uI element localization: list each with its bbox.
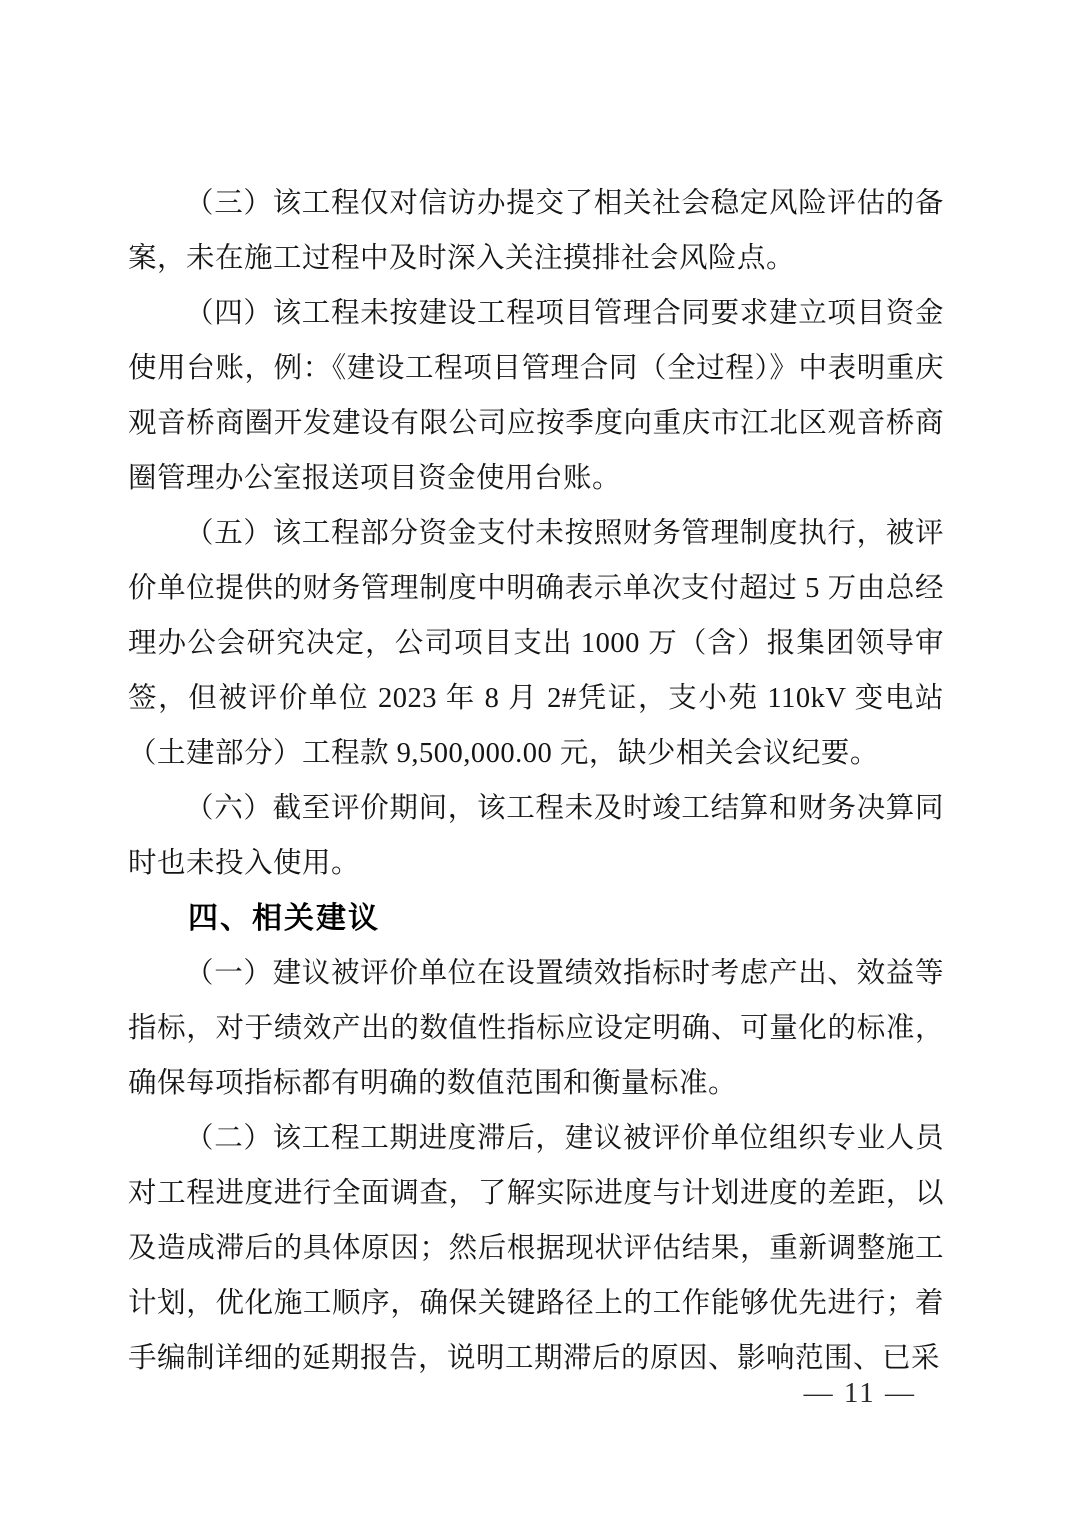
paragraph-finding-4: （四）该工程未按建设工程项目管理合同要求建立项目资金使用台账，例：《建设工程项目管理合同（全过程）》中表明重庆观音桥商圈开发建设有限公司应按季度向重庆市江北区观音桥商圈管理办公室报送项目资金使用台账。 xyxy=(128,298,944,494)
document-content xyxy=(128,176,944,1386)
page-number: — 11 — xyxy=(803,1377,916,1409)
paragraph-recommendation-1: （一）建议被评价单位在设置绩效指标时考虑产出、效益等指标，对于绩效产出的数值性指标应设定明确、可量化的标准，确保每项指标都有明确的数值范围和衡量标准。 xyxy=(128,958,944,1099)
paragraph-finding-6: （六）截至评价期间，该工程未及时竣工结算和财务决算同时也未投入使用。 xyxy=(128,793,944,879)
paragraph-recommendation-2: （二）该工程工期进度滞后，建议被评价单位组织专业人员对工程进度进行全面调查，了解实际进度与计划进度的差距，以及造成滞后的具体原因；然后根据现状评估结果，重新调整施工计划，优化施工顺序，确保关键路径上的工作能够优先进行；着手编制详细的延期报告，说明工期滞后的原因、影响范围、已采 xyxy=(128,1123,944,1374)
paragraph-finding-5: （五）该工程部分资金支付未按照财务管理制度执行，被评价单位提供的财务管理制度中明确表示单次支付超过 5 万由总经理办公会研究决定，公司项目支出 1000 万（含）报集团领导审签，但被评价单位 2023 年 8 月 2#凭证，支小苑 110kV 变电站（土建部分）工程款 9,500,000.00 元，缺少相关会议纪要。 xyxy=(128,518,944,769)
section-heading-recommendations: 四、相关建议 xyxy=(188,902,380,935)
paragraph-finding-3: （三）该工程仅对信访办提交了相关社会稳定风险评估的备案，未在施工过程中及时深入关注摸排社会风险点。 xyxy=(128,188,944,274)
